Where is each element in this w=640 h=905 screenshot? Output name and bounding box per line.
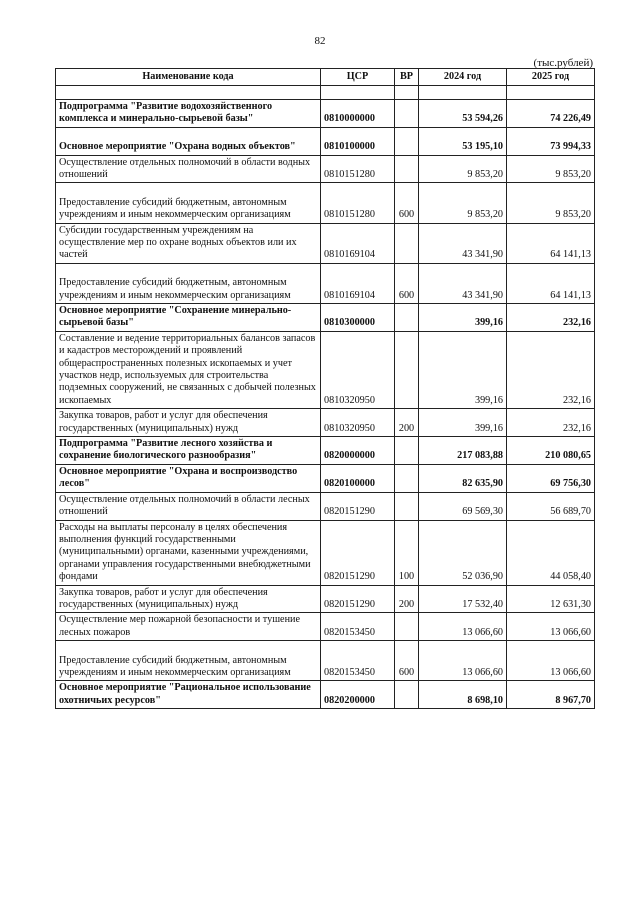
cell-csr: 0820100000 xyxy=(321,464,395,492)
cell-2024: 52 036,90 xyxy=(419,520,507,585)
cell-2024: 17 532,40 xyxy=(419,585,507,613)
cell-2024: 13 066,60 xyxy=(419,641,507,681)
cell-name: Подпрограмма "Развитие лесного хозяйства и сохранение биологического разнообразия" xyxy=(56,437,321,465)
cell-csr: 0810169104 xyxy=(321,223,395,263)
cell-csr: 0810320950 xyxy=(321,409,395,437)
table-row xyxy=(56,331,595,408)
cell-2024: 53 594,26 xyxy=(419,100,507,128)
table-row xyxy=(56,100,595,128)
cell-vr xyxy=(395,681,419,709)
header-csr: ЦСР xyxy=(321,69,395,86)
spacer-cell xyxy=(507,86,595,100)
cell-name: Субсидии государственным учреждениям на осуществление мер по охране водных объектов или их частей xyxy=(56,223,321,263)
cell-vr: 100 xyxy=(395,520,419,585)
table-row xyxy=(56,304,595,332)
table-row xyxy=(56,492,595,520)
cell-name: Осуществление мер пожарной безопасности и тушение лесных пожаров xyxy=(56,613,321,641)
cell-2024: 43 341,90 xyxy=(419,223,507,263)
cell-name: Предоставление субсидий бюджетным, автономным учреждениям и иным некоммерческим организациям xyxy=(56,183,321,223)
cell-2025: 232,16 xyxy=(507,409,595,437)
cell-2025: 9 853,20 xyxy=(507,183,595,223)
cell-csr: 0810151280 xyxy=(321,183,395,223)
cell-vr: 600 xyxy=(395,641,419,681)
cell-vr xyxy=(395,437,419,465)
cell-csr: 0810320950 xyxy=(321,331,395,408)
cell-vr xyxy=(395,223,419,263)
table-row xyxy=(56,585,595,613)
spacer-cell xyxy=(321,86,395,100)
cell-csr: 0820153450 xyxy=(321,641,395,681)
cell-2024: 82 635,90 xyxy=(419,464,507,492)
cell-vr xyxy=(395,492,419,520)
cell-name: Подпрограмма "Развитие водохозяйственного комплекса и минерально-сырьевой базы" xyxy=(56,100,321,128)
cell-2025: 13 066,60 xyxy=(507,613,595,641)
spacer-cell xyxy=(56,86,321,100)
cell-name: Составление и ведение территориальных балансов запасов и кадастров месторождений и проявлений общераспространенных полезных ископаемых и учет участков недр, используемых для строительства подземных сооружений, не связанных с добычей полезных ископаемых xyxy=(56,331,321,408)
cell-csr: 0810100000 xyxy=(321,127,395,155)
table-body xyxy=(56,86,595,709)
table-row xyxy=(56,613,595,641)
cell-2025: 210 080,65 xyxy=(507,437,595,465)
table-row xyxy=(56,263,595,303)
cell-2025: 9 853,20 xyxy=(507,155,595,183)
cell-2024: 53 195,10 xyxy=(419,127,507,155)
cell-csr: 0820200000 xyxy=(321,681,395,709)
cell-csr: 0820151290 xyxy=(321,520,395,585)
cell-2024: 8 698,10 xyxy=(419,681,507,709)
page-number: 82 xyxy=(314,35,326,47)
cell-2024: 43 341,90 xyxy=(419,263,507,303)
cell-csr: 0820151290 xyxy=(321,492,395,520)
cell-2024: 399,16 xyxy=(419,331,507,408)
cell-vr xyxy=(395,155,419,183)
cell-name: Основное мероприятие "Охрана водных объектов" xyxy=(56,127,321,155)
table-row xyxy=(56,223,595,263)
budget-table xyxy=(55,68,595,709)
table-row xyxy=(56,409,595,437)
cell-2024: 9 853,20 xyxy=(419,155,507,183)
spacer-row xyxy=(56,86,595,100)
spacer-cell xyxy=(419,86,507,100)
table-header-row xyxy=(56,69,595,86)
cell-csr: 0810000000 xyxy=(321,100,395,128)
cell-vr: 600 xyxy=(395,263,419,303)
cell-2025: 232,16 xyxy=(507,304,595,332)
cell-vr xyxy=(395,127,419,155)
cell-2024: 399,16 xyxy=(419,304,507,332)
cell-2025: 64 141,13 xyxy=(507,263,595,303)
header-2024: 2024 год xyxy=(419,69,507,86)
cell-2024: 399,16 xyxy=(419,409,507,437)
cell-csr: 0810169104 xyxy=(321,263,395,303)
cell-vr xyxy=(395,613,419,641)
cell-csr: 0820153450 xyxy=(321,613,395,641)
cell-vr xyxy=(395,464,419,492)
cell-name: Предоставление субсидий бюджетным, автономным учреждениям и иным некоммерческим организациям xyxy=(56,263,321,303)
units-label: (тыс.рублей) xyxy=(533,57,593,69)
header-name: Наименование кода xyxy=(56,69,321,86)
cell-2024: 13 066,60 xyxy=(419,613,507,641)
cell-name: Основное мероприятие "Сохранение минерально-сырьевой базы" xyxy=(56,304,321,332)
table-row xyxy=(56,464,595,492)
header-vr: ВР xyxy=(395,69,419,86)
cell-2025: 12 631,30 xyxy=(507,585,595,613)
cell-vr xyxy=(395,331,419,408)
cell-2024: 9 853,20 xyxy=(419,183,507,223)
table-row xyxy=(56,155,595,183)
cell-csr: 0810300000 xyxy=(321,304,395,332)
table-row xyxy=(56,437,595,465)
cell-2025: 56 689,70 xyxy=(507,492,595,520)
cell-vr xyxy=(395,304,419,332)
cell-2025: 64 141,13 xyxy=(507,223,595,263)
table-row xyxy=(56,127,595,155)
table-row xyxy=(56,681,595,709)
table-row xyxy=(56,183,595,223)
cell-csr: 0820000000 xyxy=(321,437,395,465)
cell-name: Осуществление отдельных полномочий в области водных отношений xyxy=(56,155,321,183)
cell-2025: 232,16 xyxy=(507,331,595,408)
cell-vr: 200 xyxy=(395,409,419,437)
cell-2024: 69 569,30 xyxy=(419,492,507,520)
cell-vr: 600 xyxy=(395,183,419,223)
cell-2025: 44 058,40 xyxy=(507,520,595,585)
cell-2025: 74 226,49 xyxy=(507,100,595,128)
cell-vr: 200 xyxy=(395,585,419,613)
cell-2025: 69 756,30 xyxy=(507,464,595,492)
cell-2025: 13 066,60 xyxy=(507,641,595,681)
table-row xyxy=(56,520,595,585)
cell-2025: 73 994,33 xyxy=(507,127,595,155)
table-row xyxy=(56,641,595,681)
cell-name: Основное мероприятие "Охрана и воспроизводство лесов" xyxy=(56,464,321,492)
header-2025: 2025 год xyxy=(507,69,595,86)
cell-name: Расходы на выплаты персоналу в целях обеспечения выполнения функций государственными (муниципальными) органами, казенными учреждениями, органами управления государственными внебюджетными фондами xyxy=(56,520,321,585)
cell-csr: 0810151280 xyxy=(321,155,395,183)
cell-2025: 8 967,70 xyxy=(507,681,595,709)
cell-name: Закупка товаров, работ и услуг для обеспечения государственных (муниципальных) нужд xyxy=(56,585,321,613)
cell-2024: 217 083,88 xyxy=(419,437,507,465)
cell-name: Закупка товаров, работ и услуг для обеспечения государственных (муниципальных) нужд xyxy=(56,409,321,437)
cell-name: Предоставление субсидий бюджетным, автономным учреждениям и иным некоммерческим организациям xyxy=(56,641,321,681)
spacer-cell xyxy=(395,86,419,100)
cell-name: Осуществление отдельных полномочий в области лесных отношений xyxy=(56,492,321,520)
cell-vr xyxy=(395,100,419,128)
cell-csr: 0820151290 xyxy=(321,585,395,613)
cell-name: Основное мероприятие "Рациональное использование охотничьих ресурсов" xyxy=(56,681,321,709)
